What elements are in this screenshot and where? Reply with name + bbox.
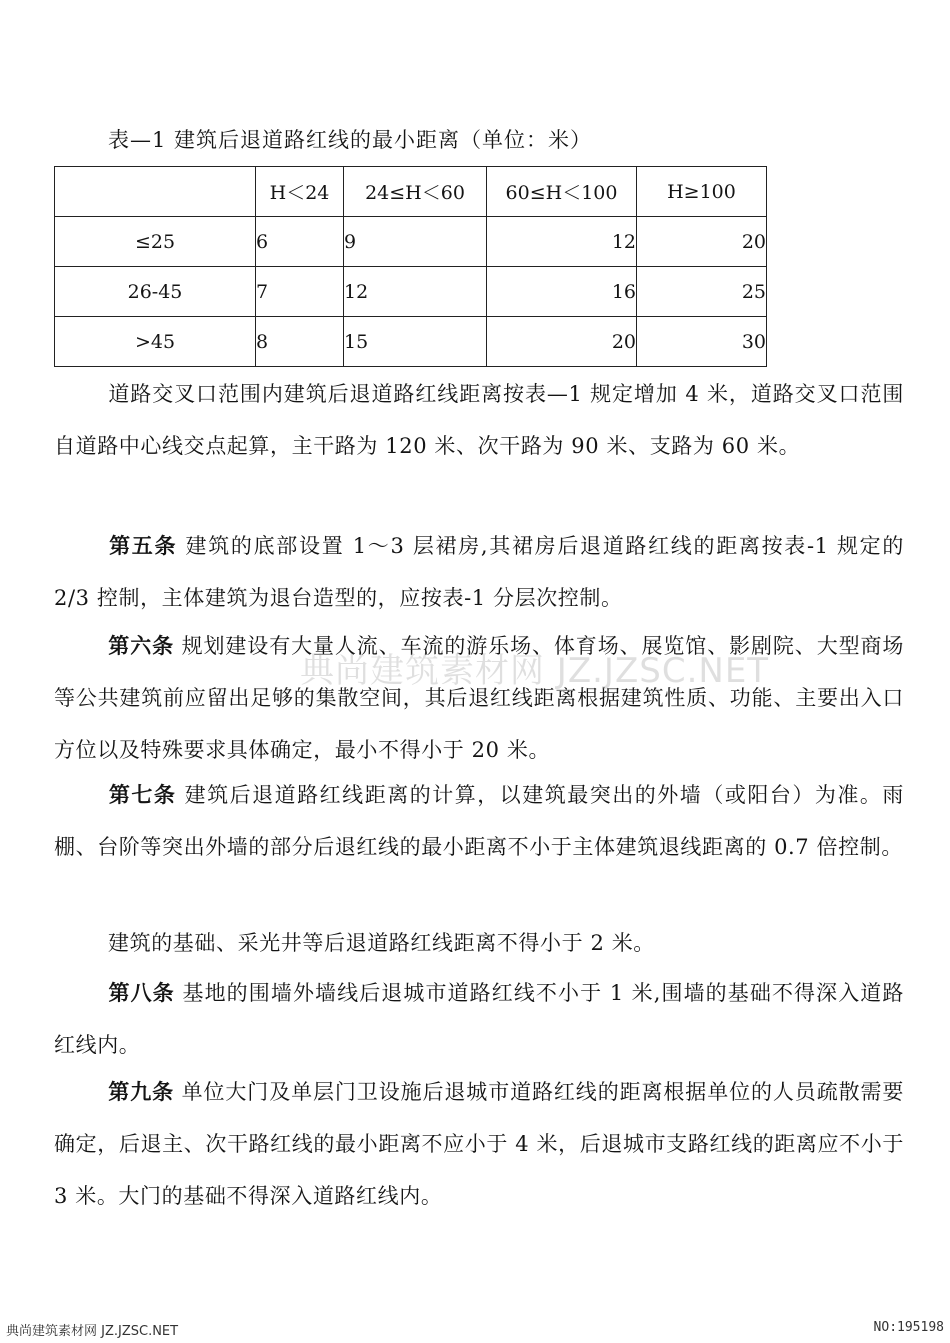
paragraph-text: 建筑的基础、采光井等后退道路红线距离不得小于 2 米。 (108, 931, 655, 955)
paragraph-foundation-rule (54, 917, 904, 969)
table-cell: 9 (344, 217, 487, 267)
table-cell: 6 (256, 217, 344, 267)
article-heading: 第七条 (108, 783, 177, 807)
table-row-label: 26-45 (55, 267, 256, 317)
paragraph-intersection-rule (54, 368, 904, 472)
paragraph-article-5 (54, 520, 904, 624)
article-heading: 第九条 (108, 1080, 175, 1104)
watermark: 典尚建筑素材网 JZ.JZSC.NET (300, 651, 770, 691)
table-cell: 12 (487, 217, 637, 267)
table-cell: 16 (487, 267, 637, 317)
table-cell: 20 (637, 217, 767, 267)
paragraph-text: 建筑的底部设置 1～3 层裙房,其裙房后退道路红线的距离按表-1 规定的 2/3 控制，主体建筑为退台造型的，应按表-1 分层次控制。 (54, 534, 904, 610)
table-cell: 7 (256, 267, 344, 317)
table-row-label: ≤25 (55, 217, 256, 267)
table-row (55, 267, 767, 317)
table-row (55, 217, 767, 267)
table-cell: 15 (344, 317, 487, 367)
table-cell: 30 (637, 317, 767, 367)
paragraph-text: 基地的围墙外墙线后退城市道路红线不小于 1 米,围墙的基础不得深入道路红线内。 (54, 981, 904, 1057)
table-row-label: >45 (55, 317, 256, 367)
table-row (55, 317, 767, 367)
table-cell: 8 (256, 317, 344, 367)
table-cell: 20 (487, 317, 637, 367)
paragraph-article-8 (54, 967, 904, 1071)
paragraph-text: 建筑后退道路红线距离的计算，以建筑最突出的外墙（或阳台）为准。雨棚、台阶等突出外墙的部分后退红线的最小距离不小于主体建筑退线距离的 0.7 倍控制。 (54, 783, 904, 859)
table-header-cell: 60≤H＜100 (487, 167, 637, 217)
footer-site-name: 典尚建筑素材网 JZ.JZSC.NET (6, 1324, 179, 1339)
setback-distance-table (54, 166, 767, 367)
table-cell: 12 (344, 267, 487, 317)
paragraph-text: 规划建设有大量人流、车流的游乐场、体育场、展览馆、影剧院、大型商场等公共建筑前应留出足够的集散空间，其后退红线距离根据建筑性质、功能、主要出入口方位以及特殊要求具体确定，最小不得小于 20 米。 (54, 634, 904, 762)
paragraph-article-9 (54, 1066, 904, 1222)
table-caption: 表—1 建筑后退道路红线的最小距离（单位：米） (108, 128, 593, 152)
paragraph-text: 道路交叉口范围内建筑后退道路红线距离按表—1 规定增加 4 米，道路交叉口范围自道路中心线交点起算，主干路为 120 米、次干路为 90 米、支路为 60 米。 (54, 382, 904, 458)
table-header-cell: 24≤H＜60 (344, 167, 487, 217)
footer-number: NO:195198 (873, 1320, 944, 1335)
table-header-cell (55, 167, 256, 217)
table-header-row (55, 167, 767, 217)
paragraph-text: 单位大门及单层门卫设施后退城市道路红线的距离根据单位的人员疏散需要确定，后退主、次干路红线的最小距离不应小于 4 米，后退城市支路红线的距离应不小于 3 米。大门的基础不得深入道路红线内。 (54, 1080, 904, 1208)
paragraph-article-7 (54, 769, 904, 873)
table-header-cell: H＜24 (256, 167, 344, 217)
article-heading: 第八条 (108, 981, 175, 1005)
table-cell: 25 (637, 267, 767, 317)
table-header-cell: H≥100 (637, 167, 767, 217)
article-heading: 第六条 (108, 634, 175, 658)
article-heading: 第五条 (108, 534, 178, 558)
